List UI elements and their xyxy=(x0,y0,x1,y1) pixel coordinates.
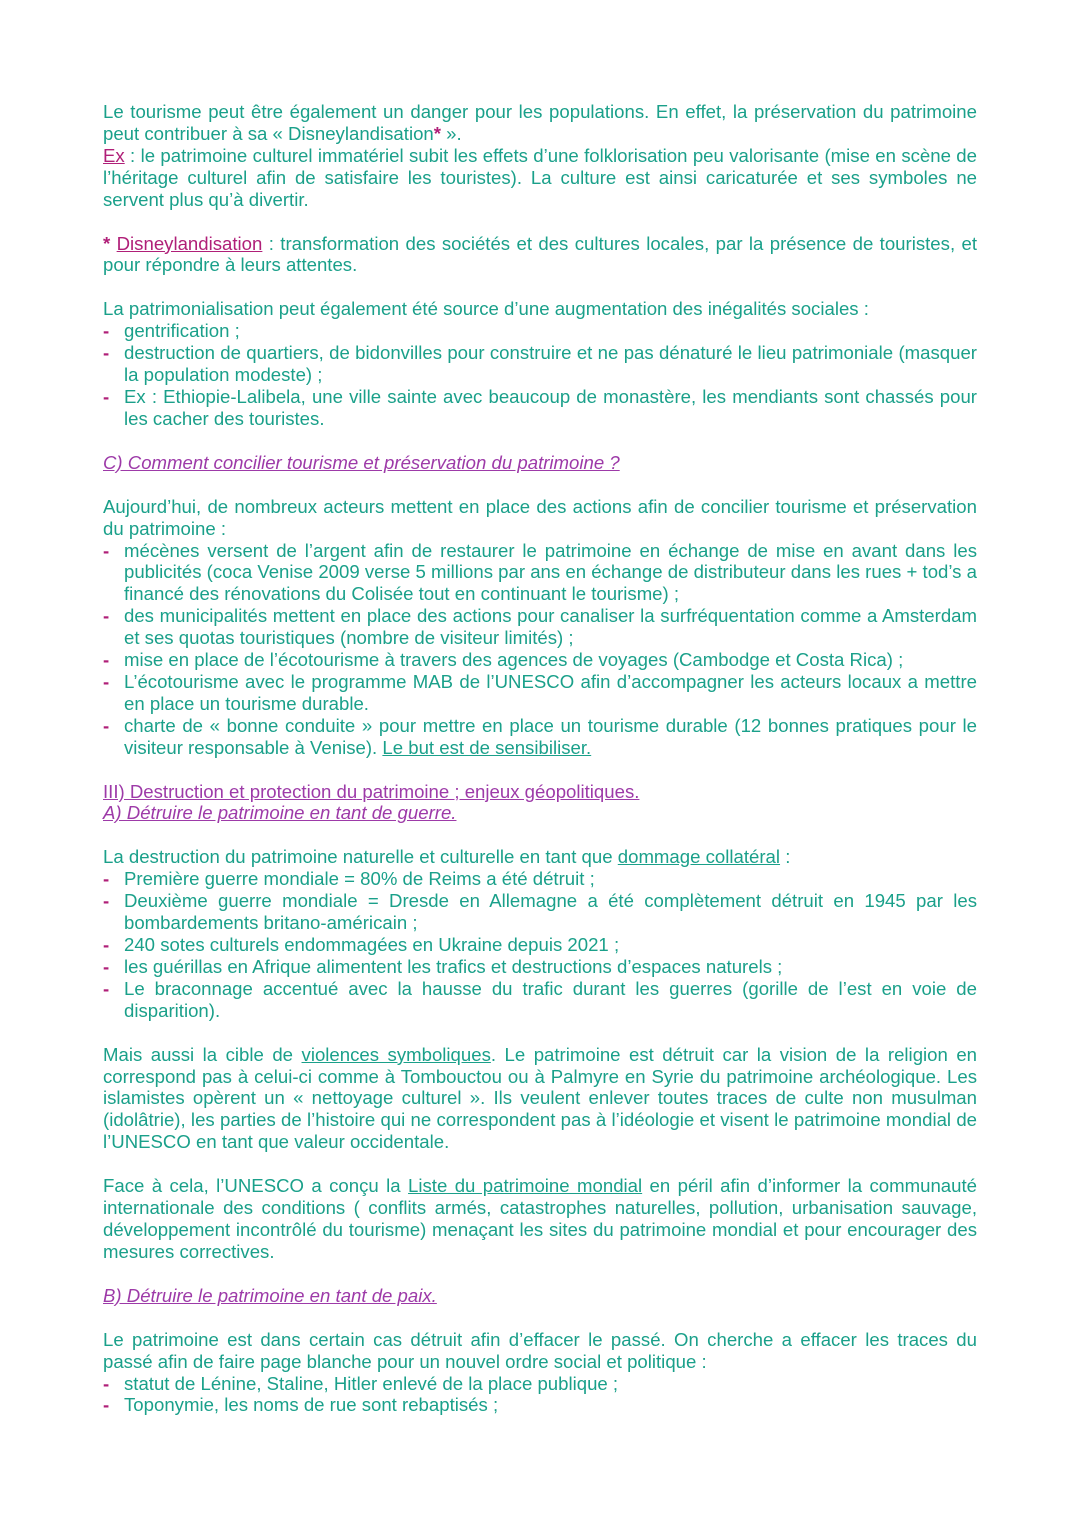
heading-section-iii-a: A) Détruire le patrimoine en tant de guerre. xyxy=(103,802,457,824)
heading-section-iii-b: B) Détruire le patrimoine en tant de paix. xyxy=(103,1284,437,1306)
paragraph-unesco: Face à cela, l’UNESCO a conçu la Liste du patrimoine mondial en péril afin d’informer la communauté internationale des conditions ( conflits armés, catastrophes naturelles, pollution, urbanisation sauvage, développement incontrôlé du tourisme) menaçant les sites du patrimoine mondial et pour encourager des mesures correctives. xyxy=(103,1175,977,1262)
term-symbolic-violence: violences symboliques xyxy=(301,1043,491,1065)
list-item: - Ex : Ethiopie-Lalibela, une ville sainte avec beaucoup de monastère, les mendiants sont chassés pour les cacher des touristes. xyxy=(103,385,977,429)
list-item: - destruction de quartiers, de bidonvilles pour construire et ne pas dénaturé le lieu patrimoniale (masquer la population modeste) ; xyxy=(103,342,977,386)
paragraph-peace-destruction: Le patrimoine est dans certain cas détruit afin d’effacer le passé. On cherche a effacer les traces du passé afin de faire page blanche pour un nouvel ordre social et politique : xyxy=(103,1328,977,1372)
list-item: - Deuxième guerre mondiale = Dresde en Allemagne a été complètement détruit en 1945 par les bombardements britano-américain ; xyxy=(103,890,977,934)
footnote-star: * xyxy=(433,122,442,144)
heading-section-c: C) Comment concilier tourisme et préservation du patrimoine ? xyxy=(103,451,620,473)
paragraph-actors-intro: Aujourd’hui, de nombreux acteurs mettent en place des actions afin de concilier tourisme et préservation du patrimoine : xyxy=(103,495,977,539)
underlined-goal: Le but est de sensibiliser. xyxy=(382,736,592,758)
list-war-examples xyxy=(103,868,977,1021)
document-page xyxy=(103,101,977,1416)
list-item: - gentrification ; xyxy=(103,320,240,342)
term-world-heritage-list: Liste du patrimoine mondial xyxy=(408,1175,643,1197)
list-item: - Première guerre mondiale = 80% de Reims a été détruit ; xyxy=(103,868,595,890)
term-collateral: dommage collatéral xyxy=(617,846,781,868)
list-item: - mise en place de l’écotourisme à travers des agences de voyages (Cambodge et Costa Rica) ; xyxy=(103,649,904,671)
paragraph-inequalities-intro: La patrimonialisation peut également été source d’une augmentation des inégalités sociales : xyxy=(103,298,869,320)
list-item: - les guérillas en Afrique alimentent les trafics et destructions d’espaces naturels ; xyxy=(103,955,783,977)
paragraph-tourism-danger: Le tourisme peut être également un danger pour les populations. En effet, la préservation du patrimoine peut contribuer à sa « Disneylandisation* ». Ex : le patrimoine culturel immatériel subit les effets d’une folklorisation peu valorisante (mise en scène de l’héritage culturel afin de satisfaire les touristes). La culture est ainsi caricaturée et ses symboles ne servent plus qu’à divertir. xyxy=(103,101,977,210)
list-item: - 240 sotes culturels endommagées en Ukraine depuis 2021 ; xyxy=(103,934,620,955)
paragraph-symbolic-violence: Mais aussi la cible de violences symboliques. Le patrimoine est détruit car la vision de la religion en correspond pas à celui-ci comme à Tombouctou ou à Palmyre en Syrie du patrimoine archéologique. Les islamistes opèrent un « nettoyage culturel ». Ils veulent enlever toutes traces de culte non musulman (idolâtrie), les parties de l’histoire qui ne correspondent pas à l’idéologie et visent le patrimoine mondial de l’UNESCO en tant que valeur occidentale. xyxy=(103,1043,978,1153)
example-label: Ex xyxy=(103,144,125,166)
heading-section-iii: III) Destruction et protection du patrimoine ; enjeux géopolitiques. xyxy=(103,780,640,802)
definition-disneylandisation: * Disneylandisation : transformation des sociétés et des cultures locales, par la présence de touristes, et pour répondre à leurs attentes. xyxy=(103,232,977,276)
list-item: - des municipalités mettent en place des actions pour canaliser la surfréquentation comme a Amsterdam et ses quotas touristiques (nombre de visiteur limités) ; xyxy=(103,605,977,649)
definition-term: Disneylandisation xyxy=(116,232,263,254)
list-item: - mécènes versent de l’argent afin de restaurer le patrimoine en échange de mise en avant dans les publicités (coca Venise 2009 verse 5 millions par ans en échange de distributeur dans les rues + tod’s a financé des rénovations du Colisée tout en continuant le tourisme) ; xyxy=(103,539,977,605)
list-peace-examples xyxy=(103,1373,977,1417)
list-actions xyxy=(103,540,977,759)
list-item: - charte de « bonne conduite » pour mettre en place un tourisme durable (12 bonnes pratiques pour le visiteur responsable à Venise). Le but est de sensibiliser. xyxy=(103,714,977,758)
paragraph-war-destruction: La destruction du patrimoine naturelle et culturelle en tant que dommage collatéral : xyxy=(103,846,791,868)
list-item: - Toponymie, les noms de rue sont rebaptisés ; xyxy=(103,1394,499,1416)
list-item: - Le braconnage accentué avec la hausse du trafic durant les guerres (gorille de l’est en voie de disparition). xyxy=(103,977,977,1021)
list-item: - L’écotourisme avec le programme MAB de l’UNESCO afin d’accompagner les acteurs locaux a mettre en place un tourisme durable. xyxy=(103,670,977,714)
list-inequalities xyxy=(103,320,977,430)
list-item: - statut de Lénine, Staline, Hitler enlevé de la place publique ; xyxy=(103,1372,619,1394)
